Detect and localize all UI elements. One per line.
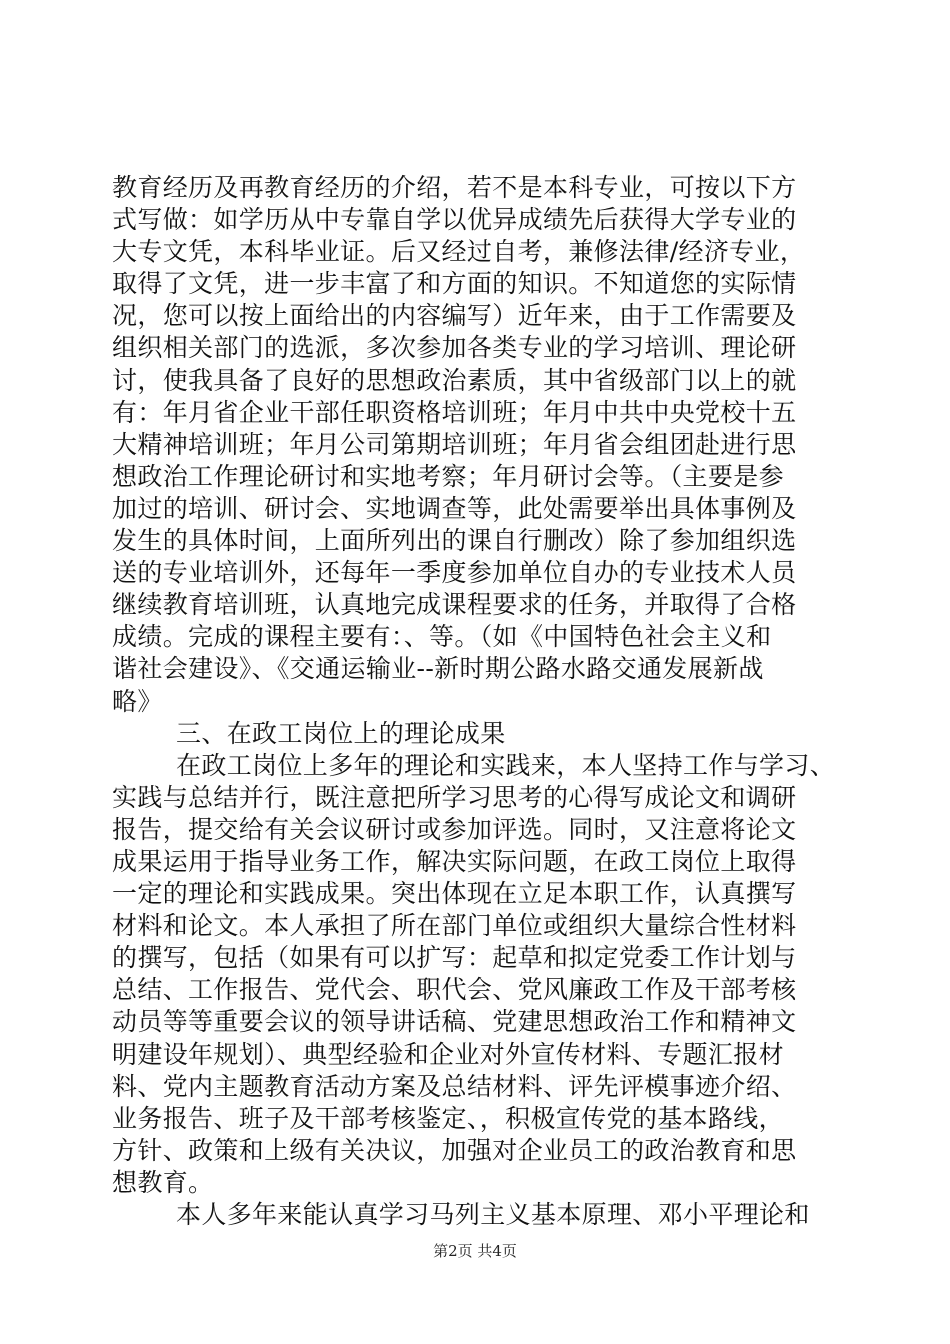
text-line: 想政治工作理论研讨和实地考察；年月研讨会等。（主要是参 [112, 461, 784, 491]
paragraph-first-line: 本人多年来能认真学习马列主义基本原理、邓小平理论和 [176, 1200, 810, 1229]
text-line: 的撰写，包括（如果有可以扩写：起草和拟定党委工作计划与 [112, 943, 797, 973]
text-line: 想教育。 [112, 1167, 214, 1197]
text-line: 料、党内主题教育活动方案及总结材料、评先评模事迹介绍、 [112, 1071, 797, 1101]
text-line: 成果运用于指导业务工作，解决实际问题，在政工岗位上取得 [112, 846, 797, 876]
paragraph-first-line: 在政工岗位上多年的理论和实践来，本人坚持工作与学习、 [176, 750, 836, 780]
text-line: 发生的具体时间，上面所列出的课自行删改）除了参加组织选 [112, 526, 797, 556]
text-line: 教育经历及再教育经历的介绍，若不是本科专业，可按以下方 [112, 173, 797, 202]
text-line: 取得了文凭，进一步丰富了和方面的知识。不知道您的实际情 [112, 269, 797, 299]
text-line: 方针、政策和上级有关决议，加强对企业员工的政治教育和思 [112, 1135, 797, 1165]
text-line: 送的专业培训外，还每年一季度参加单位自办的专业技术人员 [112, 558, 797, 588]
text-line: 大精神培训班；年月公司第期培训班；年月省会组团赴进行思 [112, 429, 797, 459]
text-line: 业务报告、班子及干部考核鉴定、，积极宣传党的基本路线， [112, 1103, 784, 1133]
document-body [112, 172, 842, 1231]
text-line: 组织相关部门的选派，多次参加各类专业的学习培训、理论研 [112, 333, 797, 363]
text-line: 大专文凭，本科毕业证。后又经过自考，兼修法律/经济专业， [112, 237, 806, 267]
text-line: 式写做：如学历从中专靠自学以优异成绩先后获得大学专业的 [112, 205, 797, 235]
text-line: 成绩。完成的课程主要有：、等。（如《中国特色社会主义和 [112, 622, 772, 652]
text-line: 动员等等重要会议的领导讲话稿、党建思想政治工作和精神文 [112, 1007, 797, 1037]
text-line: 加过的培训、研讨会、实地调查等，此处需要举出具体事例及 [112, 493, 797, 523]
text-line: 谐社会建设》、《交通运输业--新时期公路水路交通发展新战 [112, 654, 764, 684]
text-line: 明建设年规划）、典型经验和企业对外宣传材料、专题汇报材 [112, 1039, 784, 1069]
text-line: 材料和论文。本人承担了所在部门单位或组织大量综合性材料 [112, 911, 797, 941]
section-heading: 三、在政工岗位上的理论成果 [176, 718, 506, 748]
text-line: 总结、工作报告、党代会、职代会、党风廉政工作及干部考核 [112, 975, 797, 1005]
text-line: 一定的理论和实践成果。突出体现在立足本职工作，认真撰写 [112, 879, 797, 909]
page-number-footer: 第2页 共4页 [433, 1242, 517, 1260]
text-line: 实践与总结并行，既注意把所学习思考的心得写成论文和调研 [112, 782, 797, 812]
text-line: 有：年月省企业干部任职资格培训班；年月中共中央党校十五 [112, 397, 797, 427]
text-line: 继续教育培训班，认真地完成课程要求的任务，并取得了合格 [112, 590, 797, 620]
text-line: 况，您可以按上面给出的内容编写）近年来，由于工作需要及 [112, 301, 797, 331]
text-line: 讨，使我具备了良好的思想政治素质，其中省级部门以上的就 [112, 365, 797, 395]
text-line: 报告，提交给有关会议研讨或参加评选。同时，又注意将论文 [112, 814, 797, 844]
text-line: 略》 [112, 686, 163, 716]
